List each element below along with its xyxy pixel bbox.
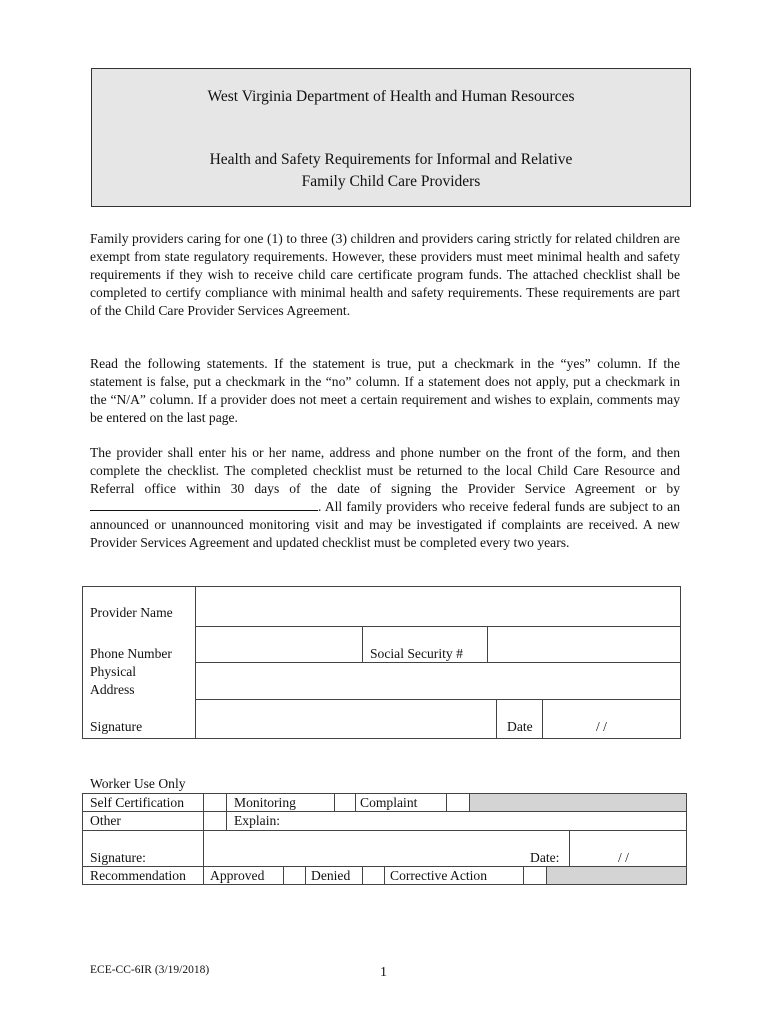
physical-label: Physical (90, 664, 137, 679)
social-security-input[interactable] (488, 627, 680, 662)
recommendation-label: Recommendation (90, 868, 186, 883)
worker-signature-input[interactable] (204, 831, 569, 866)
address-label: Address (90, 682, 135, 697)
form-title-line-1: Health and Safety Requirements for Informal and Relative (209, 151, 573, 168)
provider-paragraph (90, 444, 680, 552)
complaint-label: Complaint (360, 795, 418, 810)
self-certification-checkbox[interactable] (204, 794, 226, 811)
social-security-label: Social Security # (370, 646, 463, 661)
denied-label: Denied (311, 868, 351, 883)
signature-input[interactable] (196, 700, 496, 738)
form-title-line-2: Family Child Care Providers (301, 173, 481, 190)
worker-date-label: Date: (530, 850, 560, 865)
page-number: 1 (380, 965, 387, 980)
explain-label: Explain: (234, 813, 281, 828)
department-name: West Virginia Department of Health and Human Resources (207, 88, 575, 105)
corrective-action-label: Corrective Action (390, 868, 488, 883)
other-label: Other (90, 813, 121, 828)
provider-paragraph-part-2: . All family providers who receive federal funds are subject to an announced or unannounced monitoring visit and may be investigated if complaints are received. A new Provider Services Agreement and updated checklist must be completed every two years. (90, 499, 680, 550)
corrective-action-checkbox[interactable] (524, 867, 546, 884)
other-checkbox[interactable] (204, 812, 226, 830)
provider-name-input[interactable] (196, 587, 680, 626)
worker-signature-label: Signature: (90, 850, 146, 865)
date-field[interactable]: / / (596, 719, 607, 734)
shaded-cell-bottom (547, 866, 686, 884)
date-label: Date (507, 719, 533, 734)
self-certification-label: Self Certification (90, 795, 184, 810)
approved-label: Approved (210, 868, 265, 883)
form-id: ECE-CC-6IR (3/19/2018) (90, 964, 210, 976)
instructions-paragraph: Read the following statements. If the statement is true, put a checkmark in the “yes” column. If the statement is false, put a checkmark in the “no” column. If a statement does not apply, put a checkmark in the “N/A” column. If a provider does not meet a certain requirement and wishes to explain, comments may be entered on the last page. (90, 356, 680, 425)
approved-checkbox[interactable] (284, 867, 305, 884)
intro-paragraph: Family providers caring for one (1) to three (3) children and providers caring strictly for related children are exempt from state regulatory requirements. However, these providers must meet minimal health and safety requirements if they wish to receive child care certificate program funds. The attached checklist shall be completed to certify compliance with minimal health and safety requirements. These requirements are part of the Child Care Provider Services Agreement. (90, 231, 680, 318)
phone-number-label: Phone Number (90, 646, 172, 661)
denied-checkbox[interactable] (363, 867, 384, 884)
deadline-blank[interactable] (90, 498, 318, 511)
header-box (91, 68, 691, 207)
signature-label: Signature (90, 719, 143, 734)
monitoring-label: Monitoring (234, 795, 296, 810)
provider-paragraph-part-1: The provider shall enter his or her name, address and phone number on the front of the form, and then complete the checklist. The completed checklist must be returned to the local Child Care Resource and Referral office within 30 days of the date of signing the Provider Service Agreement or by (90, 445, 680, 496)
phone-number-input[interactable] (196, 627, 362, 662)
monitoring-checkbox[interactable] (335, 794, 355, 811)
provider-name-label: Provider Name (90, 605, 173, 620)
worker-date-field[interactable]: / / (618, 850, 629, 865)
shaded-cell-top (470, 793, 686, 811)
complaint-checkbox[interactable] (447, 794, 469, 811)
physical-address-input[interactable] (196, 663, 680, 699)
worker-use-title: Worker Use Only (90, 776, 186, 791)
